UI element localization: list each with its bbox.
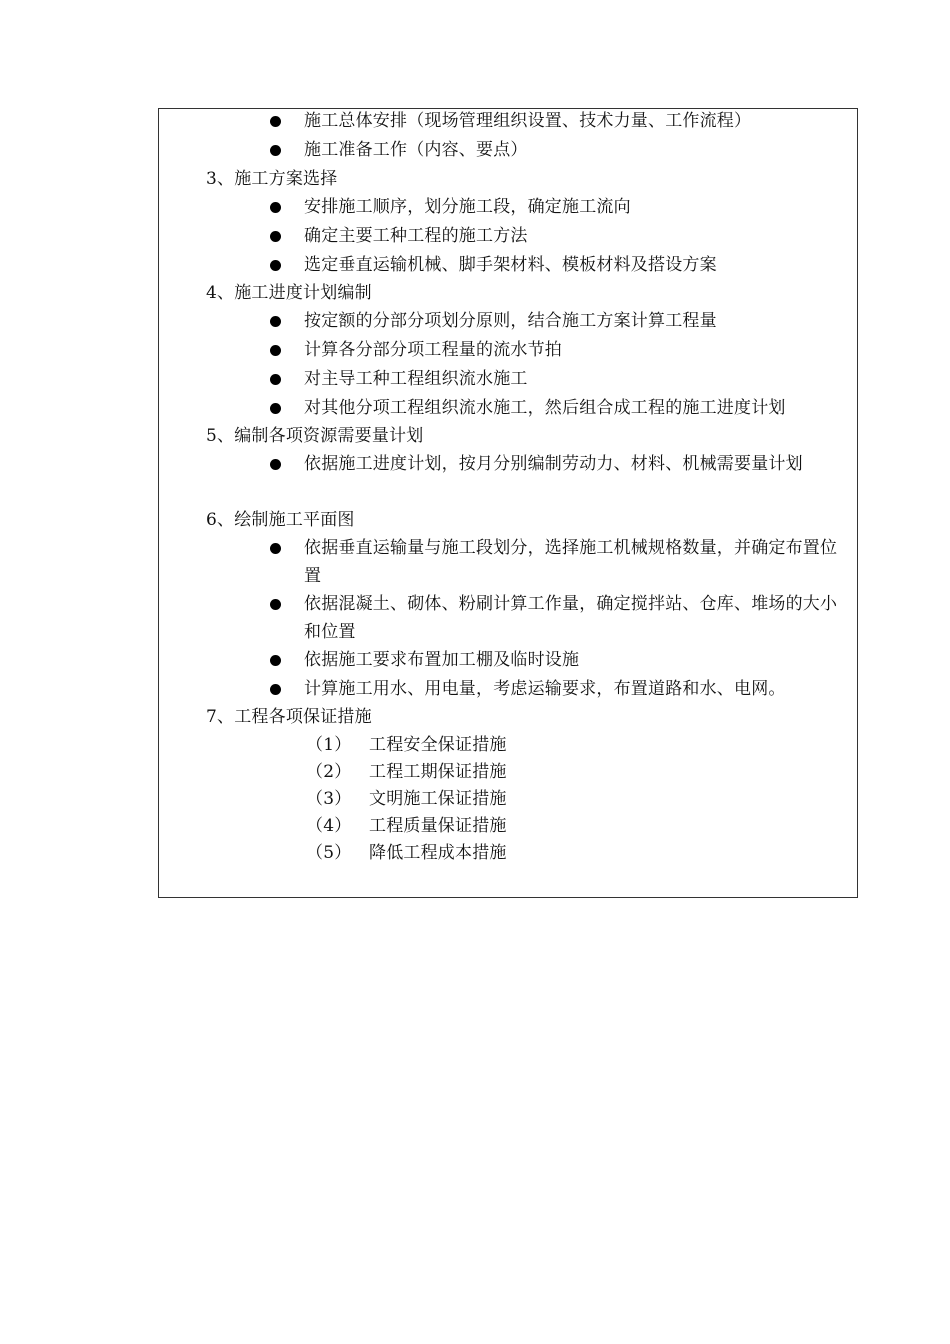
bullet-item: 计算施工用水、用电量，考虑运输要求，布置道路和水、电网。 [304,679,786,699]
bullet-dot-icon [270,116,281,127]
bullet-item: 依据施工进度计划，按月分别编制劳动力、材料、机械需要量计划 [304,454,803,474]
bullet-dot-icon [270,655,281,666]
section-heading-4: 4、施工进度计划编制 [206,283,372,303]
section-heading-7: 7、工程各项保证措施 [206,707,372,727]
bullet-item: 施工总体安排（现场管理组织设置、技术力量、工作流程） [304,111,752,131]
bullet-dot-icon [270,316,281,327]
bullet-item: 依据施工要求布置加工棚及临时设施 [304,650,580,670]
bullet-dot-icon [270,145,281,156]
bullet-dot-icon [270,374,281,385]
bullet-item: 对主导工种工程组织流水施工 [304,369,528,389]
bullet-dot-icon [270,345,281,356]
bullet-item: 依据垂直运输量与施工段划分，选择施工机械规格数量，并确定布置位置 [304,538,838,586]
bullet-dot-icon [270,684,281,695]
bullet-dot-icon [270,599,281,610]
bullet-item: 按定额的分部分项划分原则，结合施工方案计算工程量 [304,311,717,331]
numbered-item-number: （5） [306,843,352,863]
bullet-item: 施工准备工作（内容、要点） [304,140,528,160]
numbered-item-text: 工程质量保证措施 [369,816,507,836]
bullet-dot-icon [270,202,281,213]
bullet-dot-icon [270,403,281,414]
numbered-item-text: 工程工期保证措施 [369,762,507,782]
numbered-item-text: 文明施工保证措施 [369,789,507,809]
bullet-item: 安排施工顺序，划分施工段，确定施工流向 [304,197,631,217]
numbered-item-text: 工程安全保证措施 [369,735,507,755]
bullet-item: 选定垂直运输机械、脚手架材料、模板材料及搭设方案 [304,255,717,275]
section-heading-5: 5、编制各项资源需要量计划 [206,426,424,446]
bullet-dot-icon [270,260,281,271]
numbered-item-number: （3） [306,789,352,809]
numbered-item-text: 降低工程成本措施 [369,843,507,863]
bullet-item: 计算各分部分项工程量的流水节拍 [304,340,562,360]
section-heading-6: 6、绘制施工平面图 [206,510,355,530]
bullet-dot-icon [270,459,281,470]
numbered-item-number: （1） [306,735,352,755]
section-heading-3: 3、施工方案选择 [206,169,338,189]
numbered-item-number: （2） [306,762,352,782]
bullet-dot-icon [270,231,281,242]
numbered-item-number: （4） [306,816,352,836]
bullet-item: 依据混凝土、砌体、粉刷计算工作量，确定搅拌站、仓库、堆场的大小和位置 [304,594,838,642]
bullet-item: 对其他分项工程组织流水施工，然后组合成工程的施工进度计划 [304,398,786,418]
bullet-item: 确定主要工种工程的施工方法 [304,226,528,246]
bullet-dot-icon [270,543,281,554]
